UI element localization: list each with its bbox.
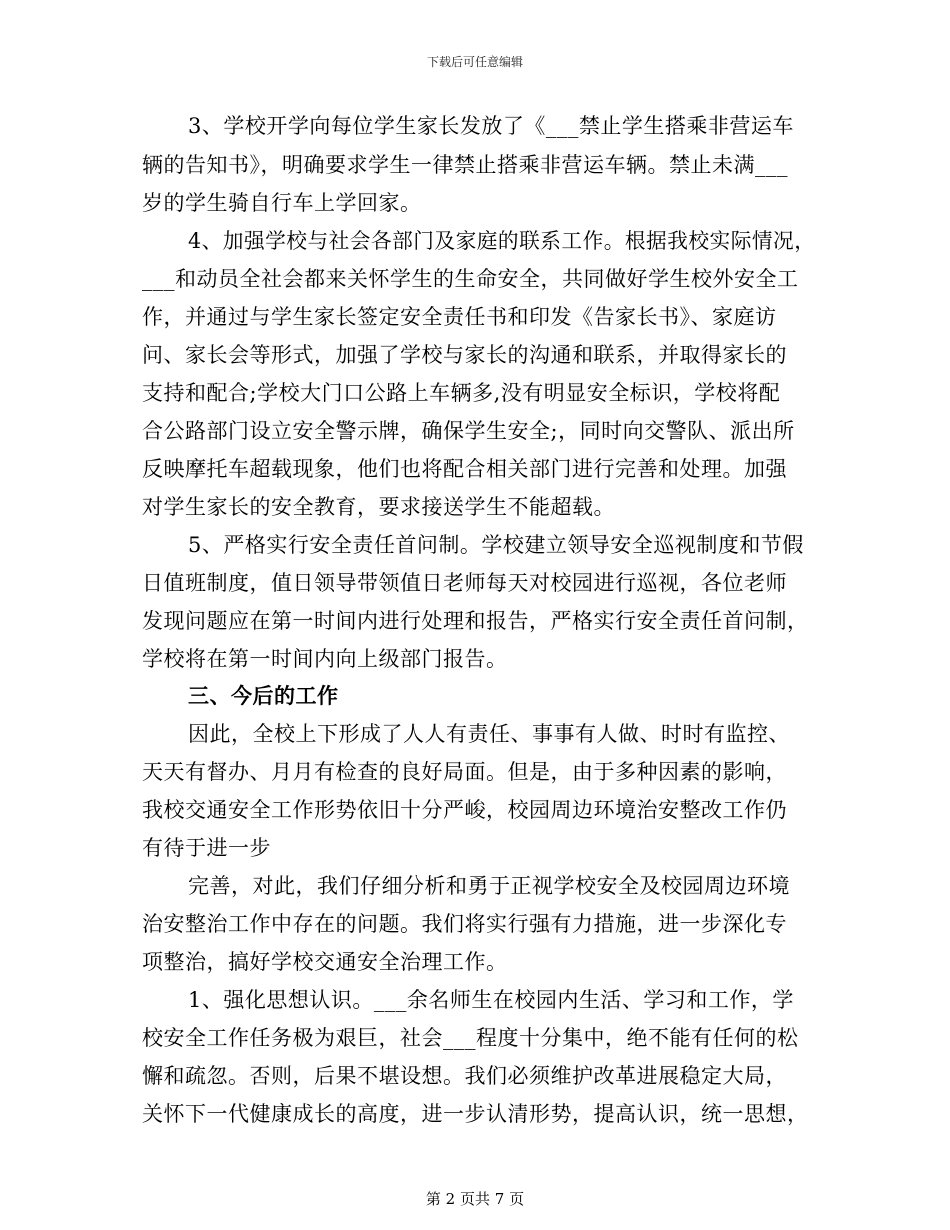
text-line: 辆的告知书》，明确要求学生一律禁止搭乘非营运车辆。禁止未满___ [142,153,788,177]
text-line: ___和动员全社会都来关怀学生的生命安全，共同做好学生校外安全工 [142,267,799,291]
text-line: 支持和配合;学校大门口公路上车辆多,没有明显安全标识，学校将配 [142,381,781,405]
text-line: 作，并通过与学生家长签定安全责任书和印发《告家长书》、家庭访 [142,305,777,329]
text-line: 懈和疏忽。否则，后果不堪设想。我们必须维护改革进展稳定大局， [142,1064,787,1088]
text-line: 天天有督办、月月有检查的良好局面。但是，由于多种因素的影响， [142,760,787,784]
text-line: 合公路部门设立安全警示牌，确保学生安全;，同时向交警队、派出所 [142,419,795,443]
text-line: 我校交通安全工作形势依旧十分严峻，校园周边环境治安整改工作仍 [142,798,787,822]
text-line: 完善，对此，我们仔细分析和勇于正视学校安全及校园周边环境 [188,874,790,898]
text-line: 3、学校开学向每位学生家长发放了《___禁止学生搭乘非营运车 [188,114,794,138]
text-line: 发现问题应在第一时间内进行处理和报告，严格实行安全责任首问制， [142,609,809,633]
text-line: 日值班制度，值日领导带领值日老师每天对校园进行巡视，各位老师 [142,571,787,595]
text-line: 反映摩托车超载现象，他们也将配合相关部门进行完善和处理。加强 [142,457,787,481]
text-line: 有待于进一步 [142,836,271,860]
text-line: 5、严格实行安全责任首问制。学校建立领导安全巡视制度和节假 [188,533,804,557]
header-note: 下载后可任意编辑 [426,55,523,69]
text-line: 对学生家长的安全教育，要求接送学生不能超载。 [142,495,615,519]
text-line: 校安全工作任务极为艰巨，社会___程度十分集中，绝不能有任何的松 [142,1026,799,1050]
text-line: 问、家长会等形式，加强了学校与家长的沟通和联系，并取得家长的 [142,343,787,367]
text-line: 项整治，搞好学校交通安全治理工作。 [142,950,508,974]
page-number-footer: 第 2 页共 7 页 [425,1190,525,1208]
section-heading: 三、今后的工作 [188,683,339,708]
text-line: 1、强化思想认识。___余名师生在校园内生活、学习和工作，学 [188,988,794,1012]
text-line: 关怀下一代健康成长的高度，进一步认清形势，提高认识，统一思想， [142,1102,809,1126]
text-line: 治安整治工作中存在的问题。我们将实行强有力措施，进一步深化专 [142,912,787,936]
text-line: 4、加强学校与社会各部门及家庭的联系工作。根据我校实际情况， [188,229,816,253]
text-line: 岁的学生骑自行车上学回家。 [142,191,422,215]
text-line: 因此，全校上下形成了人人有责任、事事有人做、时时有监控、 [188,722,790,746]
text-line: 学校将在第一时间内向上级部门报告。 [142,647,508,671]
